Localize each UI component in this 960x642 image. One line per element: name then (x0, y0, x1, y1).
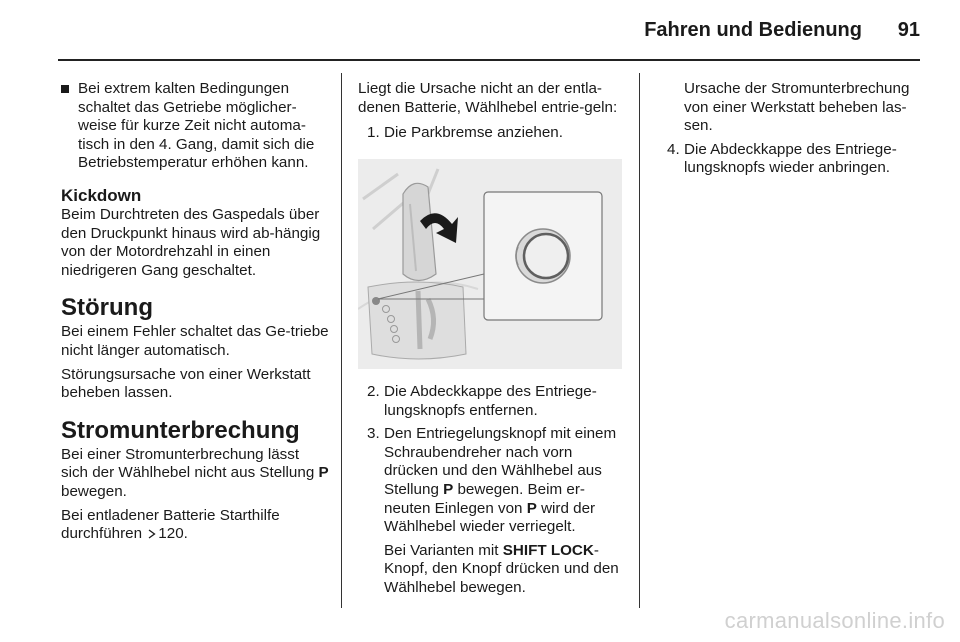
page-header-title: Fahren und Bedienung (644, 19, 862, 41)
heading-stromunterbrechung: Stromunterbrechung (61, 416, 300, 444)
header-divider (58, 59, 920, 61)
square-bullet-icon (61, 85, 69, 93)
step-4 (658, 141, 924, 178)
heading-kickdown: Kickdown (61, 185, 142, 205)
column-divider-1 (341, 73, 342, 608)
strom-text-2: Bei entladener Batterie Starthilfe durchführen 120. (61, 506, 280, 543)
step-2-text: Die Abdeckkappe des Entriege-lungsknopfs entfernen. (384, 383, 597, 419)
strom-text-1: Bei einer Stromunterbrechung lässt sich der Wählhebel nicht aus Stellung P bewegen. (61, 445, 329, 500)
step-4-number: 4. (667, 140, 680, 158)
step-2 (358, 383, 624, 420)
intro-text: Liegt die Ursache nicht an der entla-denen Batterie, Wählhebel entrie-geln: (358, 80, 618, 116)
step-1 (358, 124, 624, 143)
step-1-number: 1. (367, 124, 380, 142)
bullet-item (61, 80, 329, 173)
heading-stoerung: Störung (61, 294, 153, 322)
column-2-lower (358, 383, 624, 598)
shift-lock-text: Bei Varianten mit SHIFT LOCK-Knopf, den Knopf drücken und den Wählhebel bewegen. (384, 541, 619, 596)
step-3-number: 3. (367, 425, 380, 443)
step-3 (358, 425, 624, 537)
continuation-text: Ursache der Stromunterbrechung von einer Werkstatt beheben las-sen. (684, 80, 910, 135)
step-2-number: 2. (367, 383, 380, 400)
step-4-text: Die Abdeckkappe des Entriege-lungsknopfs wieder anbringen. (684, 140, 897, 177)
page-reference-link[interactable]: 120 (158, 525, 184, 543)
column-2 (358, 80, 624, 143)
kickdown-text: Beim Durchtreten des Gaspedals über den Druckpunkt hinaus wird ab-hängig von der Motordrehzahl in einen niedrigeren Gang geschaltet. (61, 205, 321, 279)
column-3 (658, 80, 924, 178)
step-3-text: Den Entriegelungsknopf mit einem Schraubendreher nach vorn drücken und den Wählhebel aus Stellung P bewegen. Beim er-neuten Einlegen von P wird der Wählhebel wieder verriegelt. (384, 425, 617, 536)
gear-lever-illustration (358, 159, 622, 369)
stoerung-text-2: Störungsursache von einer Werkstatt beheben lassen. (61, 365, 311, 402)
column-1 (61, 80, 329, 544)
bullet-text: Bei extrem kalten Bedingungen schaltet das Getriebe möglicher-weise für kurze Zeit nicht automa-tisch in den 4. Gang, damit sich die Betriebstemperatur erhöhen kann. (78, 80, 315, 172)
step-1-text: Die Parkbremse anziehen. (384, 124, 563, 142)
column-divider-2 (639, 73, 640, 608)
watermark: carmanualsonline.info (724, 608, 945, 633)
stoerung-text-1: Bei einem Fehler schaltet das Ge-triebe nicht länger automatisch. (61, 323, 329, 359)
gear-lever-diagram (358, 159, 622, 369)
arrow-reference-icon (148, 529, 156, 539)
page-number: 91 (897, 19, 920, 41)
